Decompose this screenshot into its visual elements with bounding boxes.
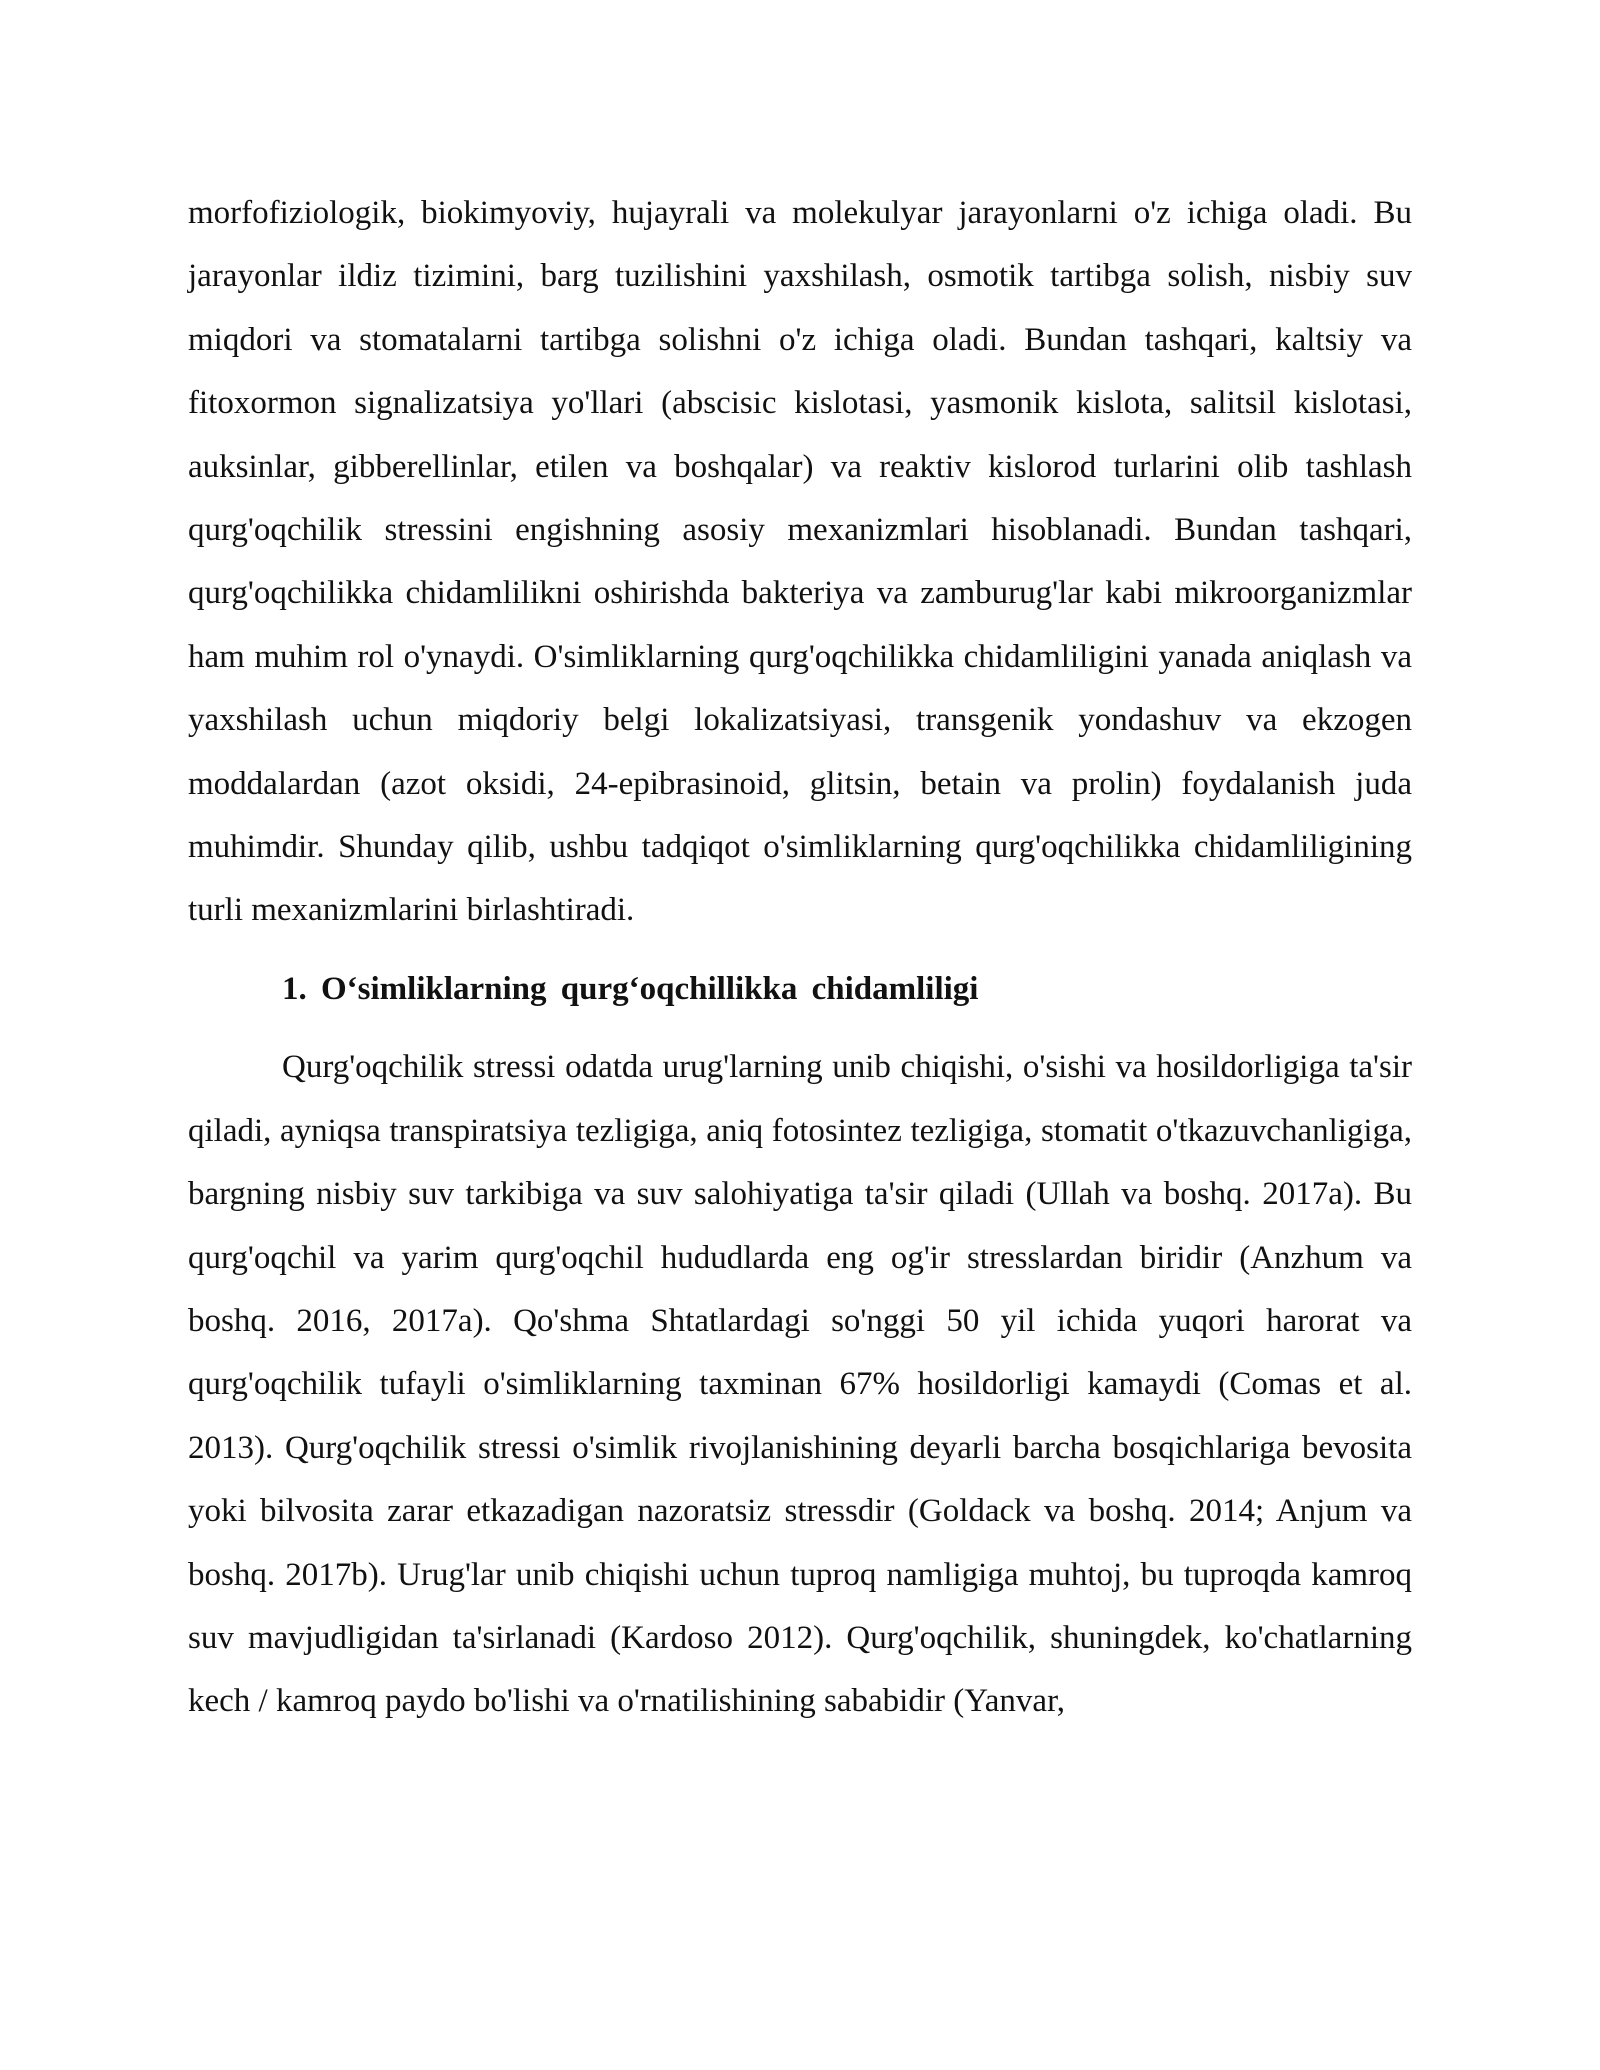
section-heading: 1. O‘simliklarning qurg‘oqchillikka chidamliligi: [282, 970, 979, 1007]
document-body: [188, 182, 1412, 1734]
intro-paragraph: morfofiziologik, biokimyoviy, hujayrali va molekulyar jarayonlarni o'z ichiga oladi. Bu jarayonlar ildiz tizimini, barg tuzilishini yaxshilash, osmotik tartibga solish, nisbiy suv miqdori va stomatalarni tartibga solishni o'z ichiga oladi. Bundan tashqari, kaltsiy va fitoxormon signalizatsiya yo'llari (abscisic kislotasi, yasmonik kislota, salitsil kislotasi, auksinlar, gibberellinlar, etilen va boshqalar) va reaktiv kislorod turlarini olib tashlash qurg'oqchilik stressini engishning asosiy mexanizmlari hisoblanadi. Bundan tashqari, qurg'oqchilikka chidamlilikni oshirishda bakteriya va zamburug'lar kabi mikroorganizmlar ham muhim rol o'ynaydi. O'simliklarning qurg'oqchilikka chidamliligini yanada aniqlash va yaxshilash uchun miqdoriy belgi lokalizatsiyasi, transgenik yondashuv va ekzogen moddalardan (azot oksidi, 24-epibrasinoid, glitsin, betain va prolin) foydalanish juda muhimdir. Shunday qilib, ushbu tadqiqot o'simliklarning qurg'oqchilikka chidamliligining turli mexanizmlarini birlashtiradi.: [188, 195, 1412, 929]
section-paragraph: Qurg'oqchilik stressi odatda urug'larning unib chiqishi, o'sishi va hosildorligiga ta'sir qiladi, ayniqsa transpiratsiya tezligiga, aniq fotosintez tezligiga, stomatit o'tkazuvchanligiga, bargning nisbiy suv tarkibiga va suv salohiyatiga ta'sir qiladi (Ullah va boshq. 2017a). Bu qurg'oqchil va yarim qurg'oqchil hududlarda eng og'ir stresslardan biridir (Anzhum va boshq. 2016, 2017a). Qo'shma Shtatlardagi so'nggi 50 yil ichida yuqori harorat va qurg'oqchilik tufayli o'simliklarning taxminan 67% hosildorligi kamaydi (Comas et al. 2013). Qurg'oqchilik stressi o'simlik rivojlanishining deyarli barcha bosqichlariga bevosita yoki bilvosita zarar etkazadigan nazoratsiz stressdir (Goldack va boshq. 2014; Anjum va boshq. 2017b). Urug'lar unib chiqishi uchun tuproq namligiga muhtoj, bu tuproqda kamroq suv mavjudligidan ta'sirlanadi (Kardoso 2012). Qurg'oqchilik, shuningdek, ko'chatlarning kech / kamroq paydo bo'lishi va o'rnatilishining sababidir (Yanvar,: [188, 1049, 1412, 1720]
